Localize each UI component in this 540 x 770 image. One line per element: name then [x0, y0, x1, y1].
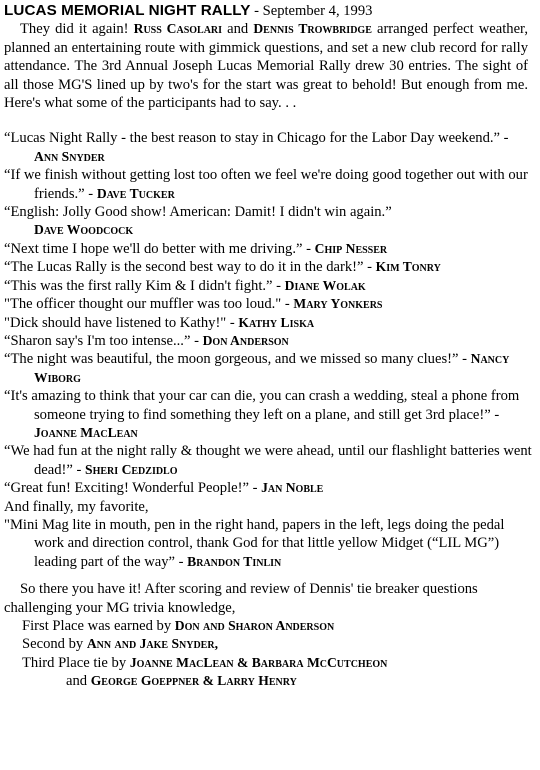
quote-text: “English: Jolly Good show! American: Damit! I didn't win again.”	[4, 204, 392, 221]
quote-item	[4, 350, 534, 387]
organizer-name-1: Russ Casolari	[133, 21, 223, 37]
result-first-place	[4, 617, 534, 635]
quote-author: Kim Tonry	[375, 259, 441, 275]
quote-text: "The officer thought our muffler was too loud." -	[4, 296, 294, 313]
quote-item	[4, 129, 534, 166]
result-label: First Place was earned by	[22, 618, 175, 634]
quote-text: “If we finish without getting lost too often we feel we're doing good together out with our friends.” -	[4, 167, 528, 202]
conclusion-paragraph: So there you have it! After scoring and review of Dennis' tie breaker questions challenging your MG trivia knowledge,	[4, 581, 478, 616]
intro-text-2: and	[222, 21, 254, 38]
quote-item	[4, 387, 534, 442]
quote-text: “We had fun at the night rally & thought we were ahead, until our flashlight batteries went dead!” -	[4, 443, 532, 478]
quote-text: "Dick should have listened to Kathy!" -	[4, 314, 239, 331]
result-label: Third Place tie by	[22, 654, 130, 671]
quote-text: “The night was beautiful, the moon gorgeous, and we missed so many clues!” -	[4, 351, 471, 368]
quote-item	[4, 166, 534, 203]
quote-author: Diane Wolak	[284, 277, 366, 293]
quote-list	[4, 129, 534, 571]
quote-author: Brandon Tinlin	[187, 553, 282, 569]
quote-item	[4, 314, 534, 332]
result-third-place-tie	[4, 672, 534, 690]
quote-author-line	[4, 221, 534, 239]
result-winners: Don and Sharon Anderson	[174, 618, 335, 633]
result-third-place	[4, 654, 534, 672]
quote-item	[4, 258, 534, 276]
quote-author: Chip Nesser	[314, 240, 388, 256]
result-winners: George Goeppner & Larry Henry	[90, 673, 297, 689]
quote-text: “Lucas Night Rally - the best reason to stay in Chicago for the Labor Day weekend.” -	[4, 130, 509, 147]
quote-author: Ann Snyder	[34, 148, 105, 164]
quote-author: Dave Woodcock	[34, 222, 134, 238]
quote-author: Sheri Cedzidlo	[85, 461, 178, 477]
intro-paragraph	[4, 20, 534, 112]
article-date: - September 4, 1993	[250, 3, 373, 19]
quote-item	[4, 479, 534, 497]
result-label: and	[66, 673, 91, 690]
quote-text: “It's amazing to think that your car can die, you can crash a wedding, steal a phone from someone trying to find something they left on a plane, and still get 3rd place!” -	[4, 388, 520, 423]
result-winners: Ann and Jake Snyder,	[86, 636, 218, 652]
results-list	[4, 617, 534, 691]
quote-author: Joanne MacLean	[34, 424, 138, 440]
result-second-place	[4, 635, 534, 653]
favorite-intro: And finally, my favorite,	[4, 498, 149, 515]
organizer-name-2: Dennis Trowbridge	[253, 21, 372, 37]
result-winners: Joanne MacLean & Barbara McCutcheon	[129, 654, 388, 670]
article-header	[4, 2, 534, 20]
quote-author: Jan Noble	[261, 480, 324, 496]
quote-author: Nancy Wiborg	[34, 351, 510, 385]
quote-item	[4, 332, 534, 350]
quote-item	[4, 442, 534, 479]
quote-text: “Sharon say's I'm too intense...” -	[4, 332, 203, 349]
quote-text: “Next time I hope we'll do better with me driving.” -	[4, 240, 315, 257]
quote-author: Kathy Liska	[238, 314, 315, 330]
quote-item	[4, 295, 534, 313]
quote-text: "Mini Mag lite in mouth, pen in the right hand, papers in the left, legs doing the pedal work and direction control, thank God for that little yellow Midget (“LIL MG”) leading part of the way” -	[4, 516, 505, 570]
quote-item	[4, 240, 534, 258]
result-label: Second by	[22, 636, 87, 653]
quote-text: “This was the first rally Kim & I didn't fight.” -	[4, 277, 285, 294]
quote-author: Mary Yonkers	[293, 296, 383, 312]
article	[4, 2, 534, 691]
quote-author: Don Anderson	[202, 332, 289, 348]
quote-item	[4, 277, 534, 295]
quote-item	[4, 203, 534, 221]
article-title: LUCAS MEMORIAL NIGHT RALLY	[4, 2, 251, 19]
quote-author: Dave Tucker	[96, 185, 175, 201]
intro-text-3: arranged perfect weather, planned an entertaining route with gimmick questions, and set a new club record for rally attendance. The 3rd Annual Joseph Lucas Memorial Rally drew 30 entries. The sight of all those MG'S lined up by two's for the start was great to behold! But enough from me. Here's what some of the participants had to say. . .	[4, 21, 528, 112]
intro-text-1: They did it again!	[20, 21, 134, 38]
quote-text: “The Lucas Rally is the second best way to do it in the dark!” -	[4, 259, 376, 276]
quote-text: “Great fun! Exciting! Wonderful People!” -	[4, 480, 262, 497]
favorite-quote	[4, 516, 534, 571]
